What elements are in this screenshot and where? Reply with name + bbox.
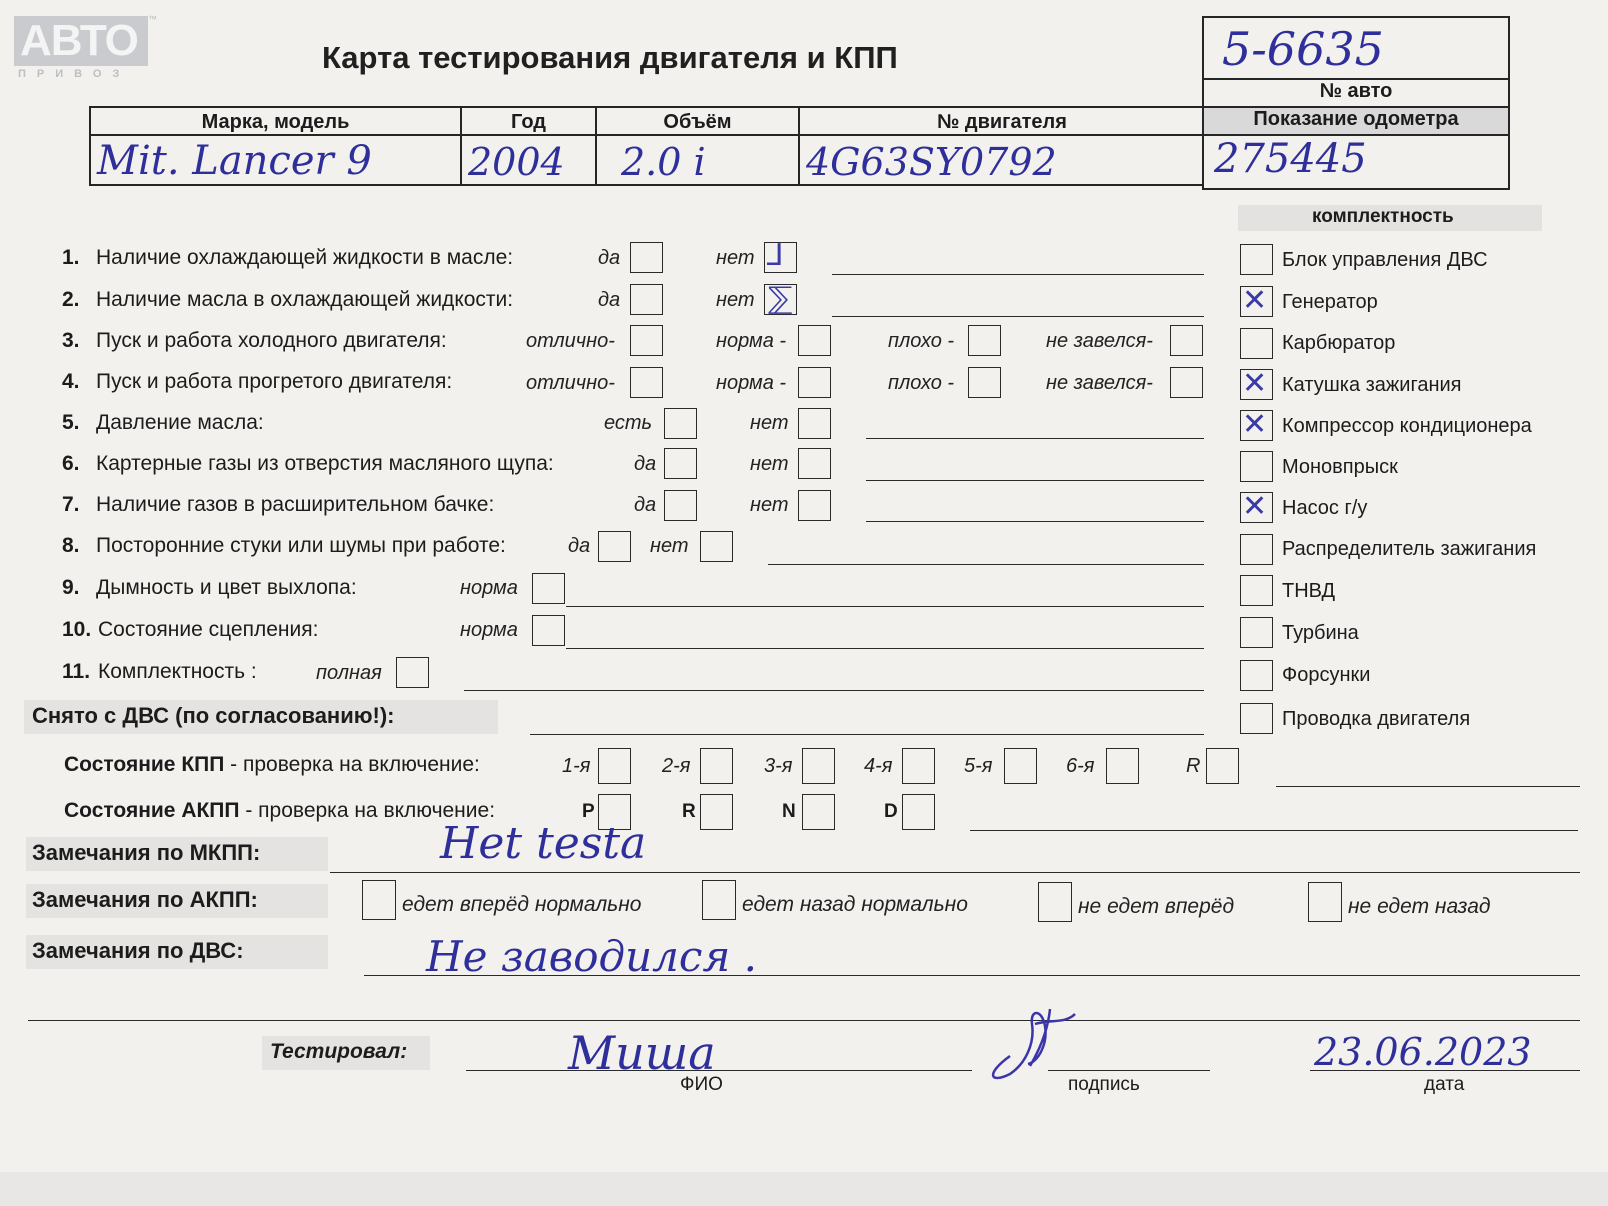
q11-full-checkbox[interactable]: [396, 657, 429, 688]
date-line: [1310, 1070, 1580, 1071]
kpp-gear-6-checkbox[interactable]: [1106, 748, 1139, 784]
comp-label-8: ТНВД: [1282, 580, 1336, 602]
comp-label-10: Форсунки: [1282, 664, 1371, 686]
q10-opt-normal: норма: [460, 619, 518, 641]
q3-excellent-checkbox[interactable]: [630, 325, 663, 356]
year-value: 2004: [468, 140, 565, 184]
x-mark-icon: ✕: [1242, 283, 1268, 318]
kpp-gear-r-label: R: [1186, 755, 1201, 777]
comp-label-5: Моновпрыск: [1282, 456, 1398, 478]
comp-checkbox-11[interactable]: [1240, 703, 1273, 734]
akpp-fwd-ok-label: едет вперёд нормально: [402, 893, 642, 916]
q4-opt-normal: норма -: [716, 372, 787, 394]
q3-nostart-checkbox[interactable]: [1170, 325, 1203, 356]
q4-nostart-checkbox[interactable]: [1170, 367, 1203, 398]
q8-opt-no: нет: [650, 535, 689, 557]
akpp-back-ok-label: едет назад нормально: [742, 893, 968, 916]
q7-text: Наличие газов в расширительном бачке:: [96, 493, 495, 516]
comp-label-0: Блок управления ДВС: [1282, 249, 1488, 271]
q4-excellent-checkbox[interactable]: [630, 367, 663, 398]
kpp-gear-6-label: 6-я: [1066, 755, 1095, 777]
dvs-remarks-line: [364, 975, 1580, 976]
q6-opt-no: нет: [750, 453, 789, 475]
akpp-back-ok-checkbox[interactable]: [702, 880, 736, 920]
test-date: 23.06.2023: [1314, 1030, 1532, 1074]
comp-label-6: Насос г/у: [1282, 497, 1368, 519]
q2-no-checkbox[interactable]: [764, 281, 797, 316]
q4-opt-bad: плохо -: [888, 372, 955, 394]
q1-opt-yes: да: [598, 247, 621, 269]
q6-text: Картерные газы из отверстия масляного щупа:: [96, 452, 554, 475]
q3-number: 3.: [62, 329, 80, 352]
dvs-remarks-label: Замечания по ДВС:: [32, 938, 244, 963]
q5-number: 5.: [62, 411, 80, 434]
q2-text: Наличие масла в охлаждающей жидкости:: [96, 288, 514, 311]
fio-label: ФИО: [680, 1074, 723, 1095]
q7-opt-no: нет: [750, 494, 789, 516]
comp-checkbox-7[interactable]: [1240, 534, 1273, 565]
q4-opt-excellent: отлично-: [526, 372, 615, 394]
comp-checkbox-9[interactable]: [1240, 617, 1273, 648]
comp-checkbox-6[interactable]: [1240, 489, 1273, 524]
akpp-p-label: P: [582, 801, 595, 822]
q11-number: 11.: [62, 660, 91, 683]
comp-checkbox-1[interactable]: [1240, 283, 1273, 318]
akpp-no-fwd-label: не едет вперёд: [1078, 895, 1235, 918]
comp-checkbox-10[interactable]: [1240, 660, 1273, 691]
q5-text: Давление масла:: [96, 411, 264, 434]
q7-yes-checkbox[interactable]: [664, 490, 697, 521]
q3-opt-bad: плохо -: [888, 330, 955, 352]
x-mark-icon: ✕: [1242, 489, 1268, 524]
comp-label-7: Распределитель зажигания: [1282, 538, 1537, 560]
q9-opt-normal: норма: [460, 577, 518, 599]
removed-label: Снято с ДВС (по согласованию!):: [32, 703, 395, 728]
date-label: дата: [1424, 1074, 1465, 1095]
q2-opt-no: нет: [716, 289, 755, 311]
q8-yes-checkbox[interactable]: [598, 531, 631, 562]
volume-value: 2.0 i: [621, 140, 706, 184]
mkpp-remarks-label: Замечания по МКПП:: [32, 840, 261, 865]
q6-no-checkbox[interactable]: [798, 448, 831, 479]
q1-opt-no: нет: [716, 247, 755, 269]
q3-opt-excellent: отлично-: [526, 330, 615, 352]
kpp-gear-3-checkbox[interactable]: [802, 748, 835, 784]
q4-number: 4.: [62, 370, 80, 393]
q3-opt-nostart: не завелся-: [1046, 330, 1153, 352]
kpp-gear-2-label: 2-я: [662, 755, 691, 777]
akpp-d-checkbox[interactable]: [902, 794, 935, 830]
comp-label-1: Генератор: [1282, 291, 1378, 313]
q10-normal-checkbox[interactable]: [532, 615, 565, 646]
x-mark-icon: ✕: [1242, 366, 1268, 401]
kpp-gear-3-label: 3-я: [764, 755, 793, 777]
q9-normal-checkbox[interactable]: [532, 573, 565, 604]
q5-opt-no: нет: [750, 412, 789, 434]
signature-line: [1048, 1070, 1210, 1071]
kpp-gear-4-label: 4-я: [864, 755, 893, 777]
check-mark-icon: ⅃: [767, 238, 784, 273]
comp-checkbox-0[interactable]: [1240, 244, 1273, 275]
divider-line: [28, 1020, 1580, 1021]
tested-label: Тестировал:: [270, 1040, 408, 1063]
q3-normal-checkbox[interactable]: [798, 325, 831, 356]
q5-notes-line: [866, 438, 1204, 439]
q3-bad-checkbox[interactable]: [968, 325, 1001, 356]
comp-label-11: Проводка двигателя: [1282, 708, 1471, 730]
akpp-remarks-label: Замечания по АКПП:: [32, 887, 258, 912]
comp-label-4: Компрессор кондиционера: [1282, 415, 1532, 437]
comp-checkbox-3[interactable]: [1240, 366, 1273, 401]
page-title: Карта тестирования двигателя и КПП: [322, 40, 898, 75]
mkpp-remarks-value: Het testa: [440, 818, 647, 869]
q7-notes-line: [866, 521, 1204, 522]
auto-number-label: № авто: [1319, 80, 1393, 102]
akpp-r-checkbox[interactable]: [700, 794, 733, 830]
q8-no-checkbox[interactable]: [700, 531, 733, 562]
q5-opt-yes: есть: [604, 412, 653, 434]
signature-icon: [980, 1004, 1090, 1084]
auto-number-value: 5-6635: [1222, 22, 1384, 76]
engine-label: № двигателя: [937, 111, 1067, 133]
q9-text: Дымность и цвет выхлопа:: [96, 576, 357, 599]
akpp-r-label: R: [682, 801, 696, 822]
q2-notes-line: [832, 316, 1204, 317]
q6-notes-line: [866, 480, 1204, 481]
q3-text: Пуск и работа холодного двигателя:: [96, 329, 447, 352]
comp-label-9: Турбина: [1282, 622, 1359, 644]
make-value: Mit. Lancer 9: [97, 138, 372, 184]
akpp-fwd-ok-checkbox[interactable]: [362, 880, 396, 920]
kpp-gear-1-checkbox[interactable]: [598, 748, 631, 784]
volume-label: Объём: [663, 111, 732, 133]
q5-yes-checkbox[interactable]: [664, 408, 697, 439]
akpp-label: Состояние АКПП - проверка на включение:: [64, 799, 496, 822]
kpp-notes-line: [1276, 786, 1580, 787]
kpp-gear-5-label: 5-я: [964, 755, 993, 777]
akpp-no-fwd-checkbox[interactable]: [1038, 882, 1072, 922]
q1-text: Наличие охлаждающей жидкости в масле:: [96, 246, 514, 269]
comp-label-2: Карбюратор: [1282, 332, 1396, 354]
akpp-n-checkbox[interactable]: [802, 794, 835, 830]
q11-notes-line: [464, 690, 1204, 691]
q5-no-checkbox[interactable]: [798, 408, 831, 439]
auto-number-box: [1202, 16, 1510, 190]
q2-opt-yes: да: [598, 289, 621, 311]
q1-number: 1.: [62, 246, 80, 269]
q11-opt-full: полная: [316, 662, 382, 684]
akpp-d-label: D: [884, 801, 898, 822]
q2-number: 2.: [62, 288, 80, 311]
comp-checkbox-2[interactable]: [1240, 328, 1273, 359]
comp-label-3: Катушка зажигания: [1282, 374, 1462, 396]
engine-value: 4G63SY0792: [806, 140, 1057, 184]
check-mark-icon: ⅀: [768, 281, 793, 316]
q8-opt-yes: да: [568, 535, 591, 557]
x-mark-icon: ✕: [1242, 407, 1268, 442]
q7-number: 7.: [62, 493, 80, 516]
kpp-label: Состояние КПП - проверка на включение:: [64, 753, 480, 776]
kpp-gear-1-label: 1-я: [562, 755, 591, 777]
dvs-remarks-value: Не заводился .: [426, 932, 757, 981]
q1-yes-checkbox[interactable]: [630, 242, 663, 273]
q8-notes-line: [768, 564, 1204, 565]
q9-notes-line: [566, 606, 1204, 607]
q10-number: 10.: [62, 618, 92, 641]
q3-opt-normal: норма -: [716, 330, 787, 352]
q1-notes-line: [832, 274, 1204, 275]
trademark: ™: [148, 14, 157, 24]
removed-line: [530, 734, 1204, 735]
q4-text: Пуск и работа прогретого двигателя:: [96, 370, 453, 393]
signature-label: подпись: [1068, 1074, 1140, 1095]
make-label: Марка, модель: [201, 111, 350, 133]
comp-checkbox-8[interactable]: [1240, 575, 1273, 606]
odometer-value: 275445: [1214, 136, 1367, 182]
comp-checkbox-4[interactable]: [1240, 407, 1273, 442]
q8-text: Посторонние стуки или шумы при работе:: [96, 534, 506, 557]
akpp-notes-line: [970, 830, 1578, 831]
comp-checkbox-5[interactable]: [1240, 451, 1273, 482]
q6-yes-checkbox[interactable]: [664, 448, 697, 479]
q8-number: 8.: [62, 534, 80, 557]
q4-opt-nostart: не завелся-: [1046, 372, 1153, 394]
tester-name: Миша: [568, 1026, 716, 1080]
akpp-no-back-label: не едет назад: [1348, 895, 1491, 918]
year-label: Год: [511, 111, 546, 133]
q7-no-checkbox[interactable]: [798, 490, 831, 521]
q4-normal-checkbox[interactable]: [798, 367, 831, 398]
akpp-n-label: N: [782, 801, 796, 822]
odometer-label: Показание одометра: [1204, 108, 1508, 134]
q2-yes-checkbox[interactable]: [630, 284, 663, 315]
completeness-title: комплектность: [1312, 206, 1454, 227]
logo-subtitle: ПРИВОЗ: [18, 68, 131, 80]
q11-text: Комплектность :: [98, 660, 257, 683]
kpp-gear-4-checkbox[interactable]: [902, 748, 935, 784]
akpp-no-back-checkbox[interactable]: [1308, 882, 1342, 922]
q9-number: 9.: [62, 576, 80, 599]
kpp-gear-r-checkbox[interactable]: [1206, 748, 1239, 784]
q7-opt-yes: да: [634, 494, 657, 516]
name-line: [466, 1070, 972, 1071]
vehicle-header-table: [89, 106, 1204, 186]
kpp-gear-5-checkbox[interactable]: [1004, 748, 1037, 784]
q1-no-checkbox[interactable]: [764, 238, 797, 273]
mkpp-remarks-line: [330, 872, 1580, 873]
q4-bad-checkbox[interactable]: [968, 367, 1001, 398]
logo: АВТО: [14, 16, 148, 66]
q6-opt-yes: да: [634, 453, 657, 475]
kpp-gear-2-checkbox[interactable]: [700, 748, 733, 784]
q10-notes-line: [566, 648, 1204, 649]
q6-number: 6.: [62, 452, 80, 475]
q10-text: Состояние сцепления:: [98, 618, 319, 641]
